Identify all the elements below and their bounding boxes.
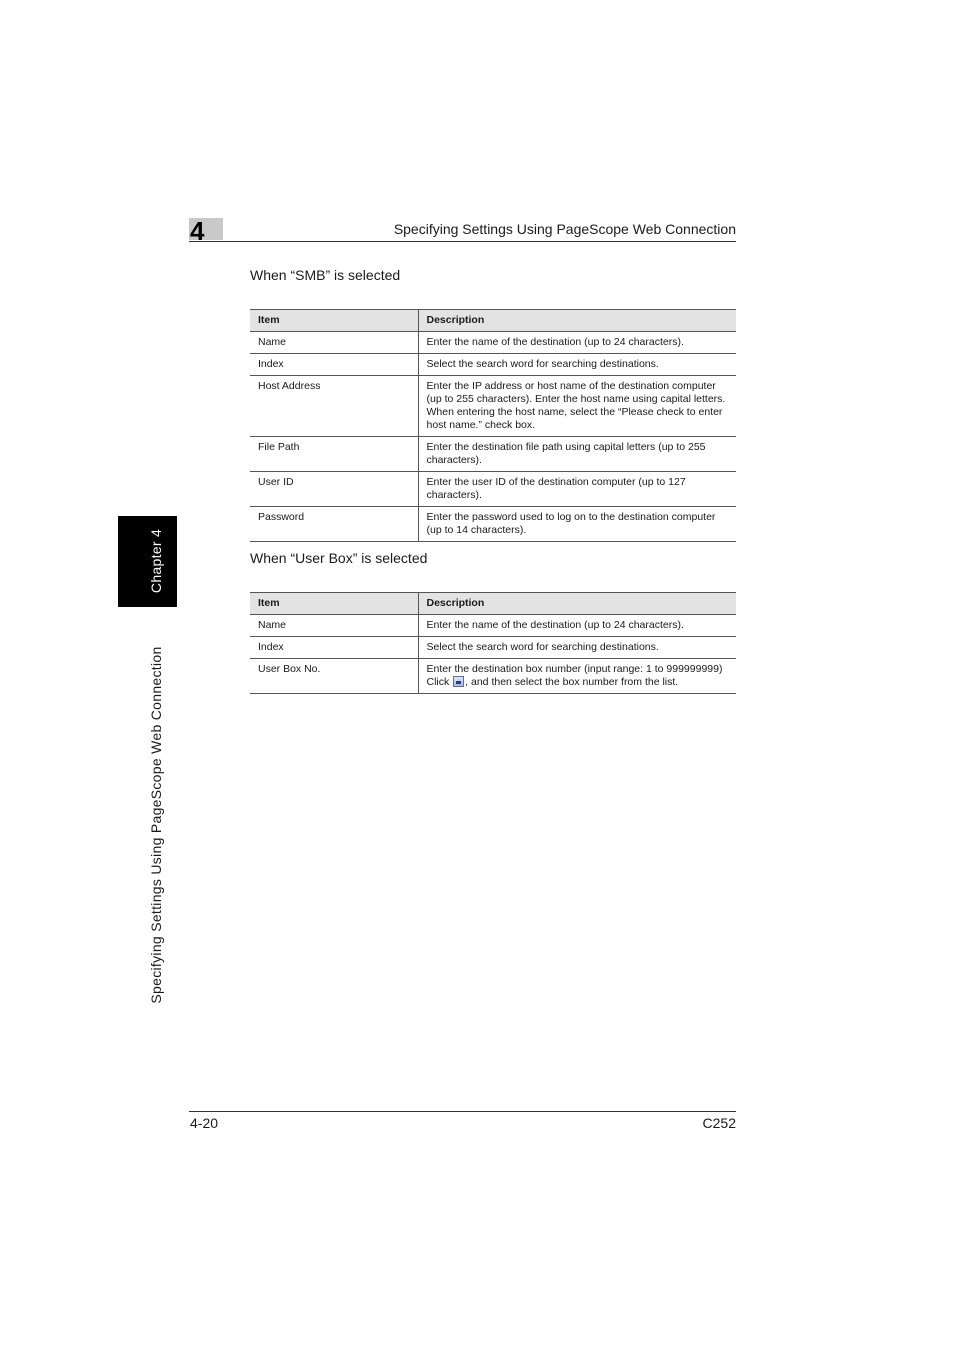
row-item: Index (250, 637, 418, 659)
table-row (250, 507, 736, 542)
table-row (250, 354, 736, 376)
row-item: User ID (250, 472, 418, 507)
table-row (250, 615, 736, 637)
page-number: 4-20 (190, 1115, 219, 1131)
row-item: Password (250, 507, 418, 542)
row-description: Enter the name of the destination (up to 24 characters). (418, 332, 736, 354)
row-description: Enter the password used to log on to the destination computer (up to 14 characters). (418, 507, 736, 542)
row-description-line: Enter the destination box number (input range: 1 to 999999999) (426, 663, 723, 675)
column-header-description: Description (418, 593, 736, 615)
smb-section-heading: When “SMB” is selected (250, 267, 401, 283)
row-description: Enter the destination file path using capital letters (up to 255 characters). (418, 437, 736, 472)
column-header-description: Description (418, 310, 736, 332)
table-header-row (250, 310, 736, 332)
running-header-title: Specifying Settings Using PageScope Web Connection (393, 221, 736, 237)
row-description-line (427, 676, 733, 689)
column-header-item: Item (250, 593, 418, 615)
row-description: Select the search word for searching destinations. (418, 354, 736, 376)
side-chapter-title: Specifying Settings Using PageScope Web Connection (148, 646, 164, 1004)
row-description: Enter the user ID of the destination computer (up to 127 characters). (418, 472, 736, 507)
click-text: Click (426, 676, 450, 688)
chapter-side-tab-label: Chapter 4 (148, 528, 164, 594)
table-row (250, 637, 736, 659)
row-description (418, 659, 736, 694)
model-name: C252 (702, 1115, 736, 1131)
chapter-number: 4 (190, 216, 205, 246)
row-item: File Path (250, 437, 418, 472)
row-item: Name (250, 615, 418, 637)
table-header-row (250, 593, 736, 615)
row-item: Index (250, 354, 418, 376)
table-row (250, 659, 736, 694)
footer-divider (189, 1111, 736, 1112)
table-row (250, 437, 736, 472)
userbox-section-heading: When “User Box” is selected (250, 550, 428, 566)
table-row (250, 376, 736, 437)
table-row (250, 332, 736, 354)
row-item: Name (250, 332, 418, 354)
column-header-item: Item (250, 310, 418, 332)
row-description: Enter the name of the destination (up to 24 characters). (418, 615, 736, 637)
table-row (250, 472, 736, 507)
row-description: Select the search word for searching destinations. (418, 637, 736, 659)
header-divider (189, 241, 736, 242)
row-description: Enter the IP address or host name of the destination computer (up to 255 characters). Enter the host name using capital letters. When entering the host name, select the “Please check to enter host name.” check box. (418, 376, 736, 437)
row-item: Host Address (250, 376, 418, 437)
after-icon-text: , and then select the box number from the list. (465, 676, 679, 688)
smb-settings-table (250, 309, 736, 542)
row-item: User Box No. (250, 659, 418, 694)
userbox-settings-table (250, 592, 736, 694)
list-select-icon (453, 676, 464, 687)
